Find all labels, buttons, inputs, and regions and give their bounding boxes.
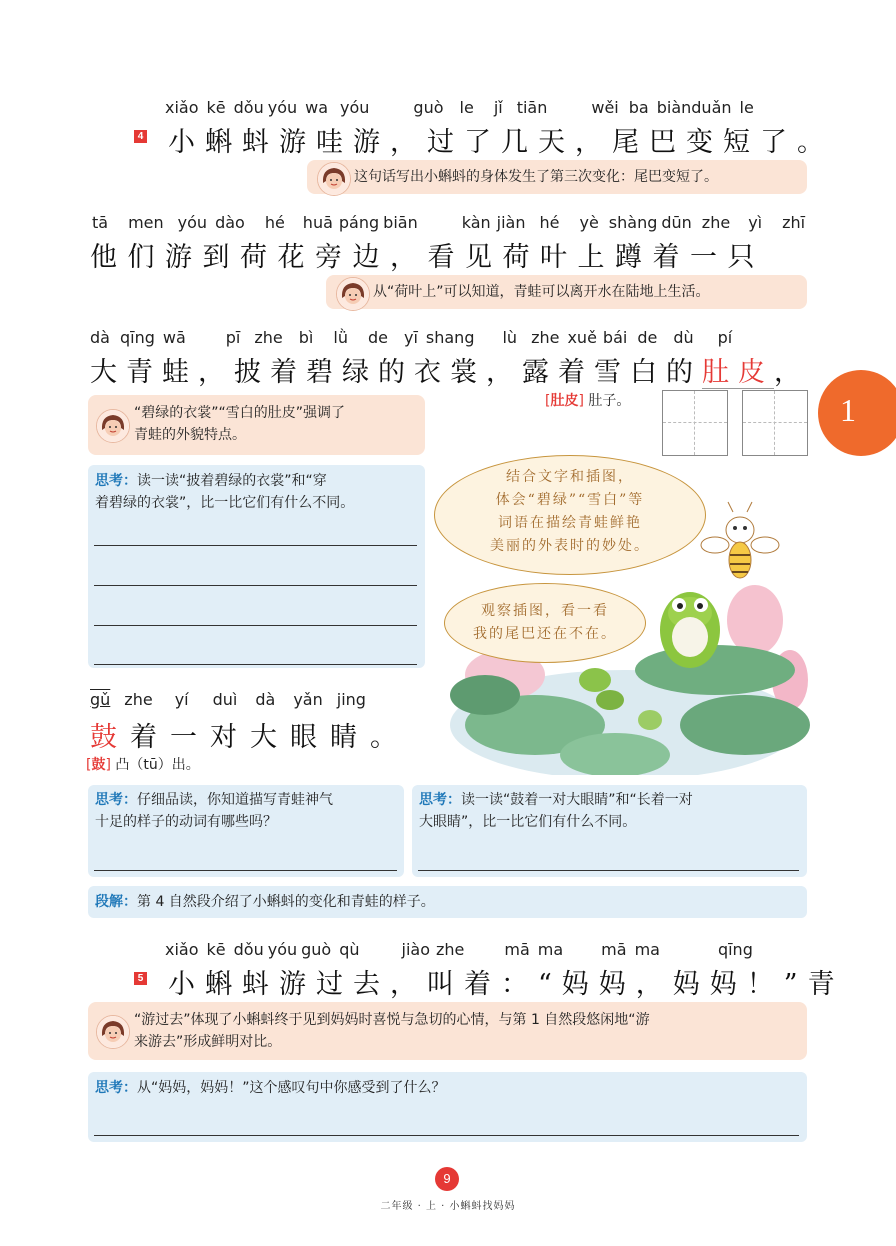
annotation-note: “碧绿的衣裳”“雪白的肚皮”强调了 青蛙的外貌特点。 — [88, 395, 425, 455]
answer-line[interactable] — [418, 870, 799, 871]
answer-line[interactable] — [94, 625, 417, 626]
pinyin-line: tā men yóu dào hé huā páng biān kàn jiàn hé yè shàng dūn zhe yì zhī — [92, 213, 806, 232]
pinyin-line: dà qīng wā pī zhe bì lǜ de yī shang lù zhe xuě bái de dù pí — [90, 328, 733, 347]
paragraph-summary: 段解：第 4 自然段介绍了小蝌蚪的变化和青蛙的样子。 — [88, 886, 807, 918]
answer-line[interactable] — [94, 664, 417, 665]
teacher-avatar-icon — [336, 277, 370, 311]
think-box: 思考：仔细品读，你知道描写青蛙神气 十足的样子的动词有哪些吗？ — [88, 785, 404, 877]
writing-grid[interactable] — [742, 390, 808, 456]
answer-line[interactable] — [94, 1135, 799, 1136]
pinyin-line: xiǎo kē dǒu yóu guò qù jiào zhe mā ma mā ma qīng — [165, 940, 753, 959]
side-tab: 1 — [818, 370, 896, 456]
highlight-word-gu: 鼓 — [90, 722, 130, 753]
paragraph-number-5: 5 — [134, 972, 147, 985]
speech-bubble: 观察插图，看一看 我的尾巴还在不在。 — [444, 583, 646, 663]
think-box: 思考：从“妈妈，妈妈！”这个感叹句中你感受到了什么？ — [88, 1072, 807, 1142]
annotation-note: 从“荷叶上”可以知道，青蛙可以离开水在陆地上生活。 — [326, 275, 807, 309]
answer-line[interactable] — [94, 870, 397, 871]
bee-icon — [700, 500, 780, 595]
page-number: 9 — [435, 1167, 459, 1191]
text-line: 大青蛙，披着碧绿的衣裳，露着雪白的肚皮， — [90, 357, 810, 388]
text-line: 小蝌蚪游哇游，过了几天，尾巴变短了。 — [168, 127, 834, 158]
teacher-avatar-icon — [317, 162, 351, 196]
text-line: 他们游到荷花旁边，看见荷叶上蹲着一只 — [90, 242, 765, 273]
pinyin-line: gǔ zhe yí duì dà yǎn jing — [90, 690, 366, 709]
vocab-definition: [肚皮] 肚子。 — [545, 393, 631, 409]
paragraph-number-4: 4 — [134, 130, 147, 143]
annotation-note: “游过去”体现了小蝌蚪终于见到妈妈时喜悦与急切的心情，与第 1 自然段悠闲地“游 来游去”形成鲜明对比。 — [88, 1002, 807, 1060]
answer-line[interactable] — [94, 585, 417, 586]
writing-grid[interactable] — [662, 390, 728, 456]
think-box: 思考：读一读“鼓着一对大眼睛”和“长着一对 大眼睛”，比一比它们有什么不同。 — [412, 785, 807, 877]
text-line: 鼓着一对大眼睛。 — [90, 722, 410, 753]
speech-bubble: 结合文字和插图， 体会“碧绿”“雪白”等 词语在描绘青蛙鲜艳 美丽的外表时的妙处。 — [434, 455, 706, 575]
think-box: 思考：读一读“披着碧绿的衣裳”和“穿 着碧绿的衣裳”，比一比它们有什么不同。 — [88, 465, 425, 668]
annotation-note: 这句话写出小蝌蚪的身体发生了第三次变化：尾巴变短了。 — [307, 160, 807, 194]
footer-caption: 二年级 · 上 · 小蝌蚪找妈妈 — [380, 1201, 516, 1212]
answer-line[interactable] — [94, 545, 417, 546]
pinyin-line: xiǎo kē dǒu yóu wa yóu guò le jǐ tiān wěi ba biànduǎn le — [165, 98, 754, 117]
teacher-avatar-icon — [96, 1015, 130, 1049]
text-line: 小蝌蚪游过去，叫着：“妈妈，妈妈！”青 — [168, 969, 845, 1000]
highlight-word-dupi: 肚皮 — [702, 357, 774, 388]
teacher-avatar-icon — [96, 409, 130, 443]
vocab-definition: [鼓] 凸（tū）出。 — [86, 757, 200, 773]
